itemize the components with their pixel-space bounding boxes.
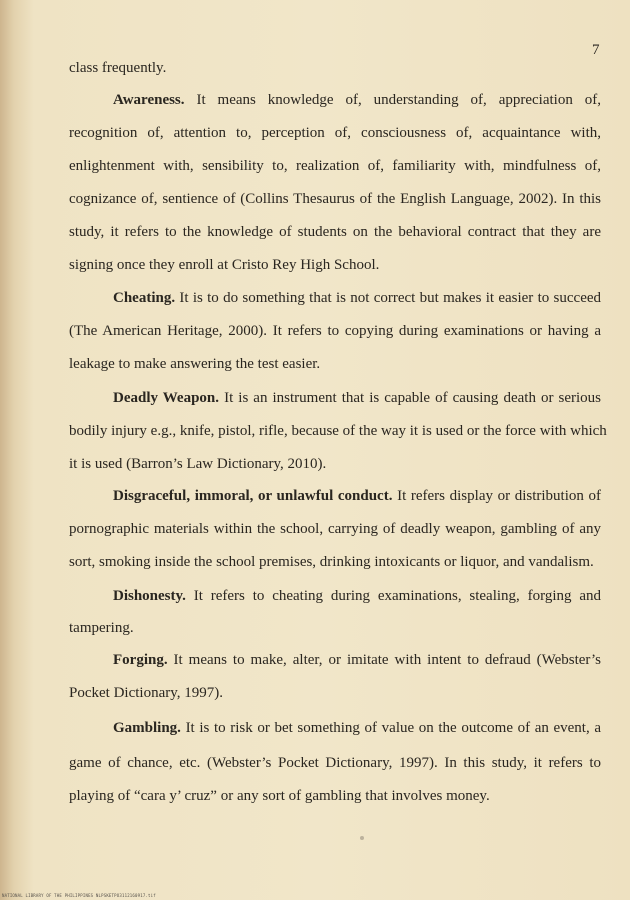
carryover-line: class frequently. [69, 60, 167, 76]
term-deadly-weapon: Deadly Weapon. [113, 390, 220, 406]
definition-first-line: It means to make, alter, or imitate with intent to defraud (Webster’s [173, 652, 601, 668]
definition-line: playing of “cara y’ cruz” or any sort of gambling that involves money. [69, 788, 490, 804]
definition-line: sort, smoking inside the school premises, drinking intoxicants or liquor, and vandalism. [69, 554, 594, 570]
definition-line: Pocket Dictionary, 1997). [69, 685, 223, 701]
definition-line: signing once they enroll at Cristo Rey High School. [69, 257, 380, 273]
definition-line: enlightenment with, sensibility to, realization of, familiarity with, mindfulness of, [69, 158, 601, 174]
definition-line: study, it refers to the knowledge of students on the behavioral contract that they are [69, 224, 601, 240]
term-disgraceful-conduct: Disgraceful, immoral, or unlawful conduct. [113, 488, 393, 504]
definition-line: it is used (Barron’s Law Dictionary, 2010). [69, 456, 327, 472]
definition-line: recognition of, attention to, perception of, consciousness of, acquaintance with, [69, 125, 601, 141]
definition-line: pornographic materials within the school, carrying of deadly weapon, gambling of any [69, 521, 601, 537]
page-number: 7 [592, 42, 600, 58]
definition-first-line: It means knowledge of, understanding of, appreciation of, [196, 92, 601, 108]
definition-first-line: It is to do something that is not correct but makes it easier to succeed [179, 290, 602, 306]
term-gambling: Gambling. [113, 720, 181, 736]
definition-line: bodily injury e.g., knife, pistol, rifle, because of the way it is used or the force with which [69, 423, 607, 439]
definition-first-line: It is an instrument that is capable of causing death or serious [224, 390, 602, 406]
definition-line: (The American Heritage, 2000). It refers to copying during examinations or having a [69, 323, 601, 339]
definition-first-line: It refers display or distribution of [397, 488, 602, 504]
scan-footer: NATIONAL LIBRARY OF THE PHILIPPINES NLPSKETPO3112160917.tif [2, 893, 156, 898]
scan-speck [360, 836, 364, 840]
definition-line: game of chance, etc. (Webster’s Pocket Dictionary, 1997). In this study, it refers to [69, 755, 601, 771]
definition-line: tampering. [69, 620, 134, 636]
term-awareness: Awareness. [113, 92, 185, 108]
term-dishonesty: Dishonesty. [113, 588, 186, 604]
term-cheating: Cheating. [113, 290, 176, 306]
term-forging: Forging. [113, 652, 168, 668]
definition-line: cognizance of, sentience of (Collins Thesaurus of the English Language, 2002). In this [69, 191, 601, 207]
definition-first-line: It is to risk or bet something of value on the outcome of an event, a [185, 720, 601, 736]
definition-line: leakage to make answering the test easier. [69, 356, 321, 372]
definition-first-line: It refers to cheating during examinations, stealing, forging and [193, 588, 601, 604]
